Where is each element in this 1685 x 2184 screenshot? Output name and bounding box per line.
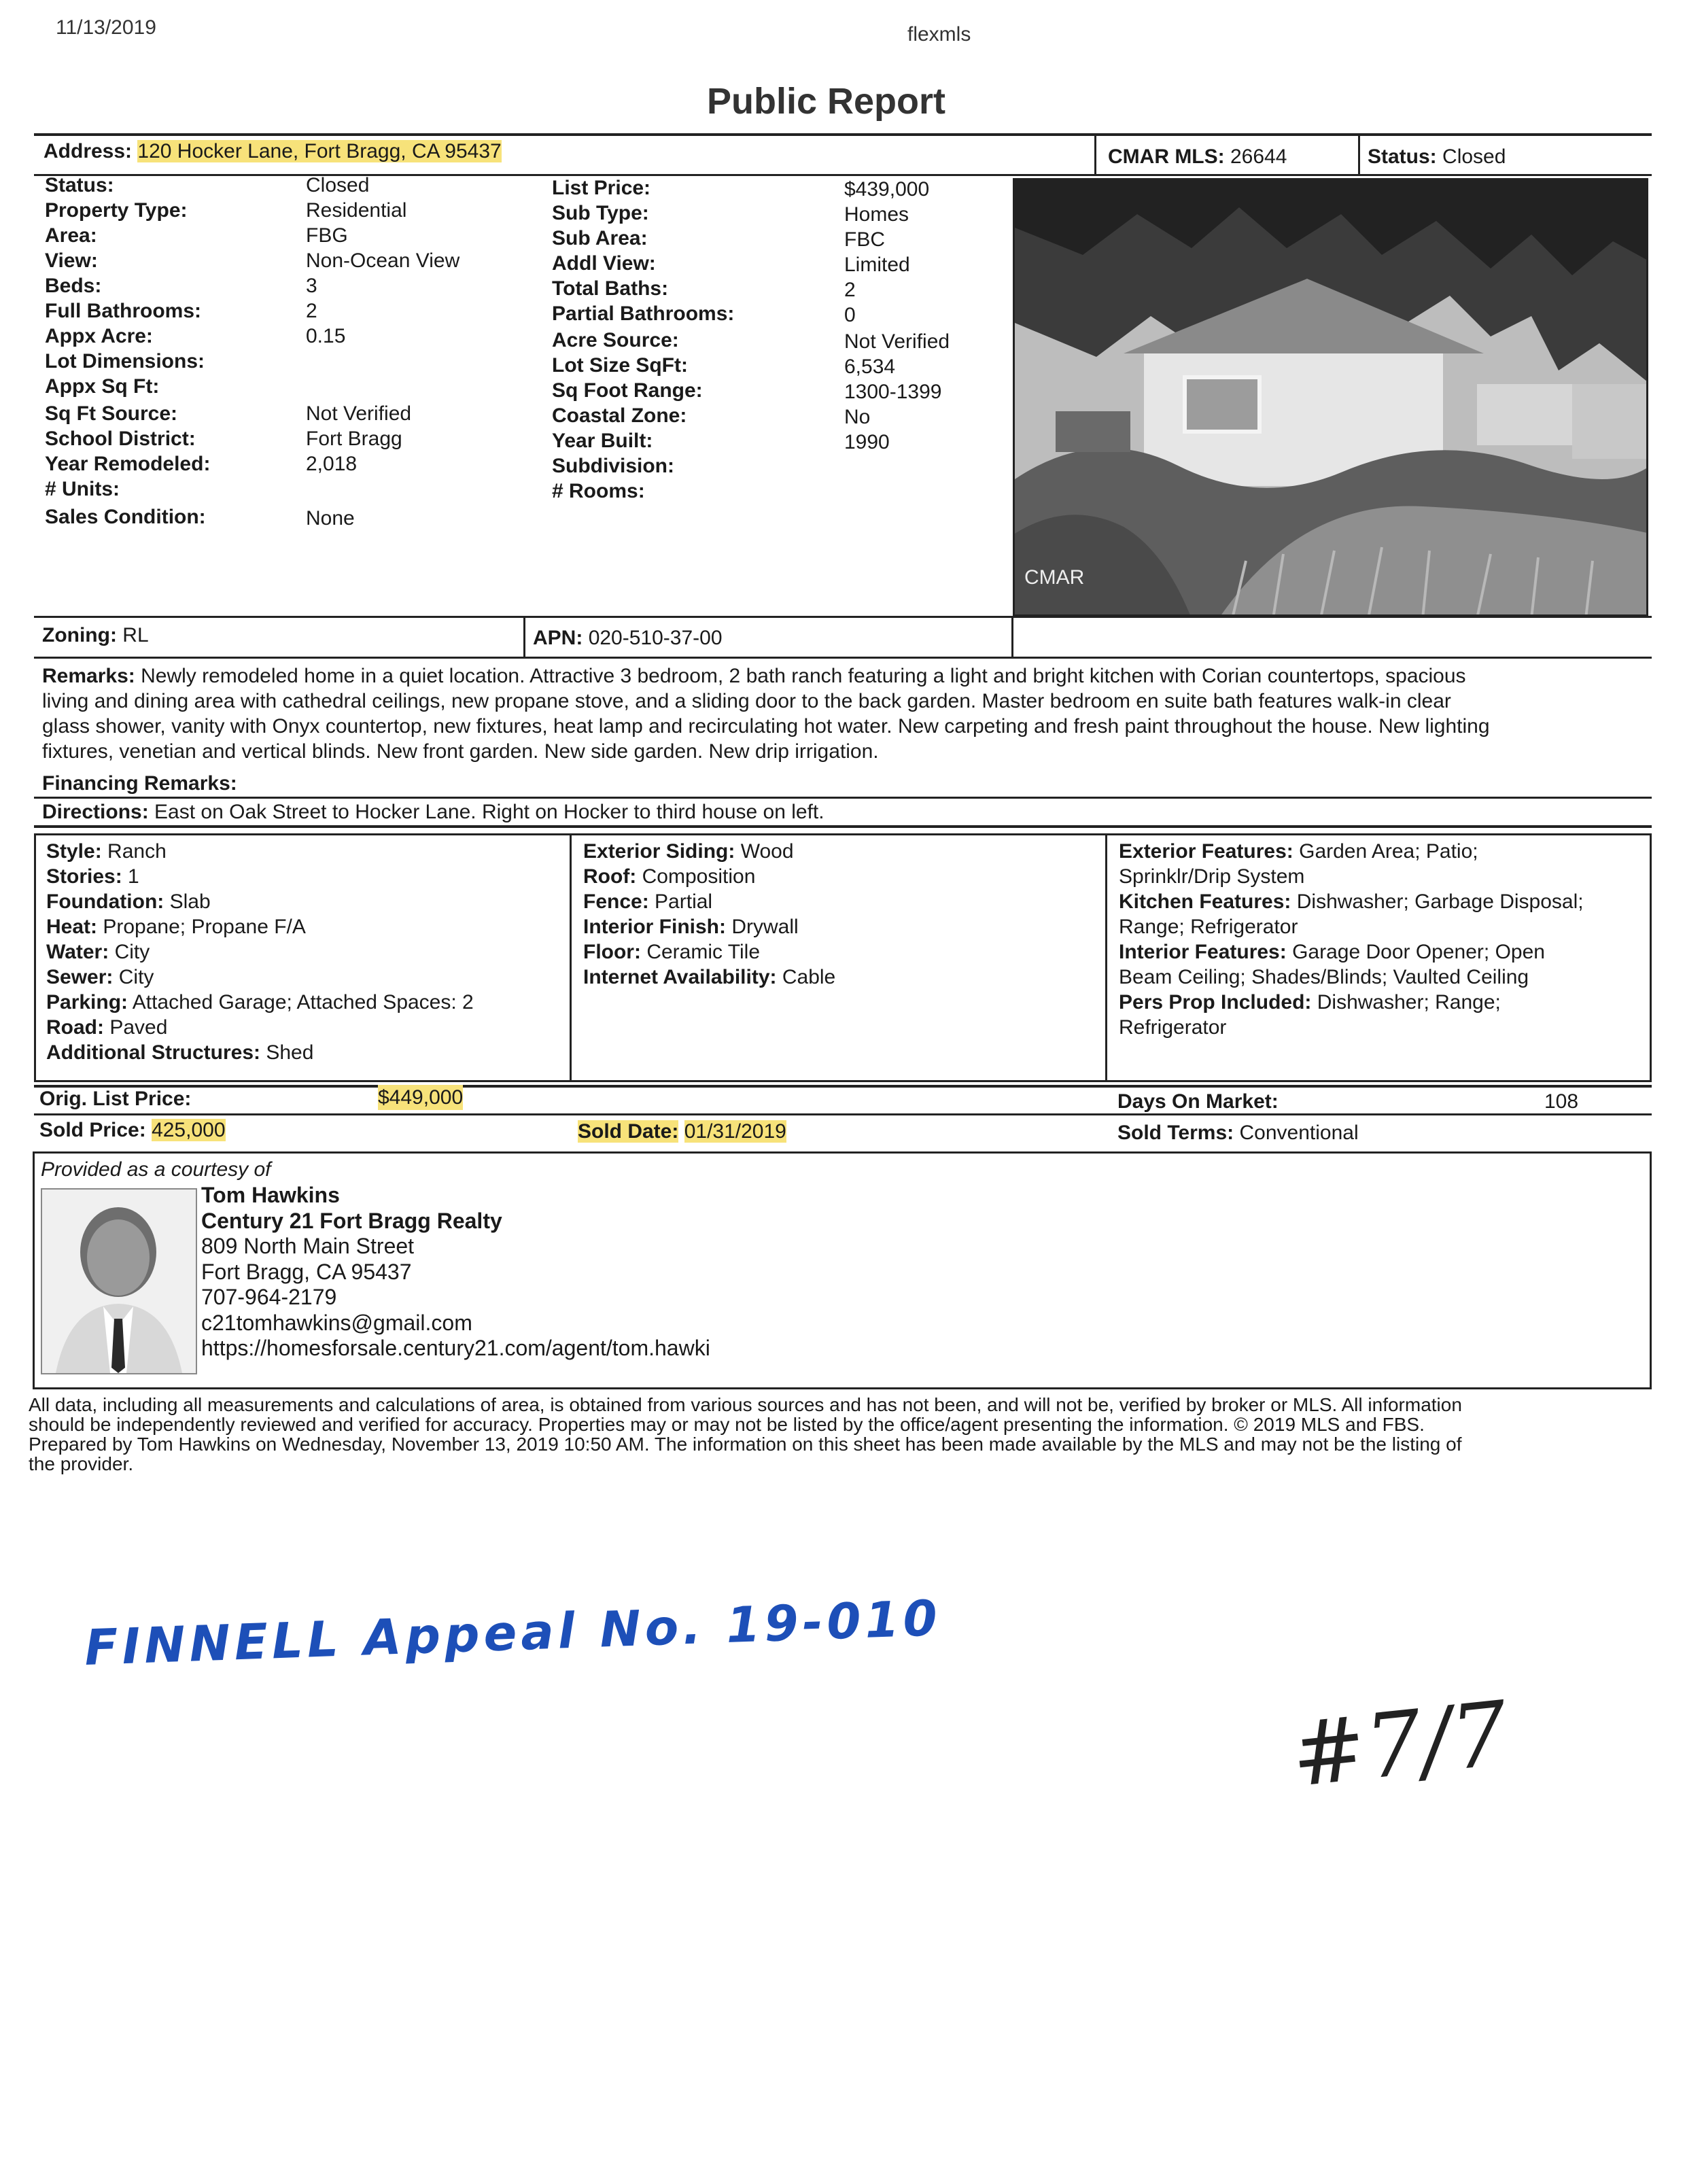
field-value: Homes bbox=[844, 203, 909, 226]
disclaimer-line: All data, including all measurements and calculations of area, is obtained from various sources and has not been, and will not be, verified by broker or MLS. All information bbox=[29, 1394, 1462, 1415]
sold-date-value: 01/31/2019 bbox=[684, 1120, 786, 1143]
directions-label: Directions: bbox=[42, 801, 149, 823]
feature-value: Propane; Propane F/A bbox=[103, 916, 306, 938]
feature-label: Heat: bbox=[46, 916, 98, 938]
field-value: 2,018 bbox=[306, 453, 358, 475]
divider bbox=[34, 657, 1652, 659]
feature-value: Paved bbox=[109, 1016, 168, 1039]
agent-city: Fort Bragg, CA 95437 bbox=[201, 1259, 412, 1284]
feature-label: Style: bbox=[46, 840, 102, 863]
feature-item bbox=[583, 864, 835, 889]
feature-item-cont: Range; Refrigerator bbox=[1119, 916, 1298, 938]
photo-watermark: CMAR bbox=[1024, 566, 1085, 589]
field-value: Limited bbox=[844, 254, 910, 276]
feature-item bbox=[1119, 889, 1649, 914]
divider bbox=[34, 133, 1652, 136]
feature-item bbox=[46, 965, 474, 990]
field-value: FBG bbox=[306, 224, 348, 247]
divider bbox=[34, 797, 1652, 799]
remarks-line: glass shower, vanity with Onyx countertop, new fixtures, heat lamp and recirculating hot water. New carpeting and fresh paint throughout the house. New lighting bbox=[42, 715, 1490, 738]
divider bbox=[1105, 833, 1107, 1082]
disclaimer-line: should be independently reviewed and verified for accuracy. Properties may or may not be listed by the office/agent presenting the information. © 2019 MLS and FBS. bbox=[29, 1414, 1425, 1435]
feature-value: Drywall bbox=[731, 916, 799, 938]
house-photo-illustration bbox=[1015, 180, 1648, 617]
field-value: 1990 bbox=[844, 431, 890, 453]
agent-street: 809 North Main Street bbox=[201, 1234, 415, 1258]
feature-label: Internet Availability: bbox=[583, 966, 777, 988]
zoning-field bbox=[42, 623, 149, 648]
features-column-2 bbox=[583, 839, 835, 990]
mls-value: 26644 bbox=[1230, 145, 1287, 168]
agent-name: Tom Hawkins bbox=[201, 1183, 340, 1207]
disclaimer bbox=[29, 1395, 1660, 1474]
address-value: 120 Hocker Lane, Fort Bragg, CA 95437 bbox=[137, 140, 502, 162]
field-label: Year Remodeled: bbox=[45, 453, 211, 475]
feature-value: Dishwasher; Garbage Disposal; bbox=[1296, 890, 1584, 913]
page-title: Public Report bbox=[707, 81, 946, 122]
remarks-text: Newly remodeled home in a quiet location. Attractive 3 bedroom, 2 bath ranch featuring a light and bright kitchen with Corian countertops, spacious bbox=[141, 665, 1466, 687]
field-value: $439,000 bbox=[844, 178, 930, 201]
mls-number bbox=[1108, 144, 1287, 169]
feature-label: Exterior Siding: bbox=[583, 840, 735, 863]
zoning-value: RL bbox=[122, 624, 149, 646]
field-label: Partial Bathrooms: bbox=[552, 302, 735, 325]
field-label: # Units: bbox=[45, 478, 120, 500]
status-label: Status: bbox=[1368, 145, 1437, 168]
divider bbox=[34, 616, 1652, 618]
feature-value: Composition bbox=[642, 865, 756, 888]
feature-value: Slab bbox=[169, 890, 211, 913]
courtesy-label: Provided as a courtesy of bbox=[41, 1158, 271, 1181]
brand-name: flexmls bbox=[907, 23, 971, 46]
apn-field bbox=[533, 625, 723, 651]
feature-label: Interior Features: bbox=[1119, 941, 1287, 963]
feature-label: Floor: bbox=[583, 941, 641, 963]
agent-url[interactable]: https://homesforsale.century21.com/agent/tom.hawki bbox=[201, 1336, 710, 1360]
feature-label: Road: bbox=[46, 1016, 104, 1039]
divider bbox=[570, 833, 572, 1082]
agent-phone: 707-964-2179 bbox=[201, 1285, 337, 1309]
feature-item bbox=[583, 965, 835, 990]
field-label: Status: bbox=[45, 174, 114, 196]
remarks-block bbox=[42, 663, 1660, 764]
field-value: 6,534 bbox=[844, 356, 896, 378]
field-value: 2 bbox=[306, 300, 317, 322]
feature-value: Partial bbox=[655, 890, 713, 913]
remarks-line bbox=[42, 663, 1660, 689]
feature-label: Kitchen Features: bbox=[1119, 890, 1291, 913]
sold-price-field bbox=[39, 1117, 226, 1143]
field-value: None bbox=[306, 507, 355, 530]
agent-email[interactable]: c21tomhawkins@gmail.com bbox=[201, 1310, 472, 1335]
feature-item bbox=[1119, 939, 1649, 965]
sold-terms-label: Sold Terms: bbox=[1117, 1122, 1234, 1144]
status-value: Closed bbox=[1442, 145, 1506, 168]
remarks-label: Remarks: bbox=[42, 665, 135, 687]
field-label: Sq Ft Source: bbox=[45, 402, 178, 425]
feature-item bbox=[46, 1040, 474, 1065]
field-label: Total Baths: bbox=[552, 277, 669, 300]
field-label: Sq Foot Range: bbox=[552, 379, 703, 402]
feature-label: Sewer: bbox=[46, 966, 114, 988]
disclaimer-line: Prepared by Tom Hawkins on Wednesday, November 13, 2019 10:50 AM. The information on this sheet has been made available by the MLS and may not be the listing of bbox=[29, 1434, 1462, 1455]
features-column-1 bbox=[46, 839, 474, 1065]
mls-label: CMAR MLS: bbox=[1108, 145, 1225, 168]
agent-photo bbox=[41, 1188, 197, 1374]
handwritten-exhibit-number: #7/7 bbox=[1286, 1681, 1513, 1807]
feature-value: City bbox=[114, 941, 150, 963]
feature-item bbox=[1119, 839, 1649, 864]
feature-item-cont: Refrigerator bbox=[1119, 1016, 1227, 1039]
agent-office: Century 21 Fort Bragg Realty bbox=[201, 1208, 502, 1233]
sold-terms-value: Conventional bbox=[1239, 1122, 1359, 1144]
field-value: Closed bbox=[306, 174, 370, 196]
field-value: Fort Bragg bbox=[306, 428, 402, 450]
directions-value: East on Oak Street to Hocker Lane. Right on Hocker to third house on left. bbox=[154, 801, 824, 823]
feature-label: Parking: bbox=[46, 991, 128, 1013]
sold-date-field bbox=[578, 1119, 786, 1144]
feature-label: Exterior Features: bbox=[1119, 840, 1293, 863]
divider bbox=[34, 1085, 1652, 1088]
financing-remarks-label: Financing Remarks: bbox=[42, 772, 237, 795]
feature-label: Fence: bbox=[583, 890, 649, 913]
feature-label: Additional Structures: bbox=[46, 1041, 261, 1064]
divider bbox=[34, 1113, 1652, 1115]
field-label: Beds: bbox=[45, 275, 102, 297]
apn-label: APN: bbox=[533, 627, 583, 649]
feature-value: Ranch bbox=[107, 840, 167, 863]
feature-label: Foundation: bbox=[46, 890, 164, 913]
feature-item bbox=[46, 939, 474, 965]
field-label: # Rooms: bbox=[552, 480, 645, 502]
field-value: 1300-1399 bbox=[844, 381, 942, 403]
divider bbox=[34, 174, 1652, 176]
feature-value: Ceramic Tile bbox=[646, 941, 761, 963]
feature-value: Dishwasher; Range; bbox=[1317, 991, 1501, 1013]
field-label: Addl View: bbox=[552, 252, 656, 275]
feature-item-cont: Beam Ceiling; Shades/Blinds; Vaulted Ceiling bbox=[1119, 966, 1529, 988]
field-label: Lot Dimensions: bbox=[45, 350, 205, 372]
feature-label: Water: bbox=[46, 941, 109, 963]
field-label: Coastal Zone: bbox=[552, 404, 687, 427]
field-label: List Price: bbox=[552, 177, 651, 199]
print-date: 11/13/2019 bbox=[56, 16, 156, 39]
address-label: Address: bbox=[44, 140, 133, 162]
field-label: Area: bbox=[45, 224, 97, 247]
field-value: Non-Ocean View bbox=[306, 249, 460, 272]
feature-item bbox=[583, 939, 835, 965]
field-value: Not Verified bbox=[844, 330, 950, 353]
field-value: 0.15 bbox=[306, 325, 346, 347]
divider bbox=[1011, 616, 1013, 657]
agent-portrait bbox=[42, 1190, 196, 1373]
field-value: FBC bbox=[844, 228, 885, 251]
address-row bbox=[44, 139, 502, 164]
feature-value: Cable bbox=[782, 966, 836, 988]
orig-list-price-label: Orig. List Price: bbox=[39, 1088, 192, 1110]
field-label: School District: bbox=[45, 428, 196, 450]
sold-price-label: Sold Price: bbox=[39, 1119, 146, 1141]
feature-value: Garage Door Opener; Open bbox=[1292, 941, 1545, 963]
features-column-3 bbox=[1119, 839, 1649, 1040]
feature-value: City bbox=[118, 966, 154, 988]
field-value: 3 bbox=[306, 275, 317, 297]
feature-value: Attached Garage; Attached Spaces: 2 bbox=[132, 991, 474, 1013]
field-value: No bbox=[844, 406, 871, 428]
feature-item bbox=[46, 864, 474, 889]
feature-item bbox=[583, 889, 835, 914]
sold-price-value: 425,000 bbox=[152, 1119, 226, 1141]
orig-list-price-value: $449,000 bbox=[378, 1086, 464, 1109]
feature-item bbox=[46, 914, 474, 939]
feature-item bbox=[46, 839, 474, 864]
field-label: Full Bathrooms: bbox=[45, 300, 201, 322]
field-label: View: bbox=[45, 249, 98, 272]
feature-item-cont: Sprinklr/Drip System bbox=[1119, 865, 1305, 888]
feature-value: Shed bbox=[266, 1041, 314, 1064]
feature-item bbox=[46, 990, 474, 1015]
property-photo bbox=[1013, 178, 1648, 617]
field-value: Residential bbox=[306, 199, 407, 222]
agent-details bbox=[201, 1183, 710, 1362]
sold-terms-field bbox=[1117, 1120, 1359, 1145]
remarks-line: fixtures, venetian and vertical blinds. New front garden. New side garden. New drip irrigation. bbox=[42, 740, 879, 763]
feature-item bbox=[583, 914, 835, 939]
field-label: Sub Area: bbox=[552, 227, 648, 249]
field-label: Subdivision: bbox=[552, 455, 674, 477]
zoning-label: Zoning: bbox=[42, 624, 117, 646]
apn-value: 020-510-37-00 bbox=[588, 627, 723, 649]
divider bbox=[1358, 135, 1360, 174]
feature-value: Garden Area; Patio; bbox=[1299, 840, 1478, 863]
handwritten-appeal-note: FINNELL Appeal No. 19-010 bbox=[83, 1589, 943, 1676]
field-value: 2 bbox=[844, 279, 856, 301]
feature-label: Interior Finish: bbox=[583, 916, 726, 938]
directions-field bbox=[42, 799, 824, 825]
field-label: Property Type: bbox=[45, 199, 188, 222]
field-label: Appx Acre: bbox=[45, 325, 153, 347]
field-label: Acre Source: bbox=[552, 329, 679, 351]
divider bbox=[1094, 135, 1096, 174]
feature-item bbox=[46, 889, 474, 914]
feature-value: Wood bbox=[740, 840, 794, 863]
feature-item bbox=[46, 1015, 474, 1040]
feature-label: Stories: bbox=[46, 865, 122, 888]
feature-label: Roof: bbox=[583, 865, 637, 888]
field-label: Lot Size SqFt: bbox=[552, 354, 688, 377]
field-label: Sub Type: bbox=[552, 202, 649, 224]
feature-label: Pers Prop Included: bbox=[1119, 991, 1312, 1013]
remarks-line: living and dining area with cathedral ceilings, new propane stove, and a sliding door to the back garden. Master bedroom en suite bath features walk-in clear bbox=[42, 690, 1451, 712]
sold-date-label: Sold Date: bbox=[578, 1120, 679, 1143]
divider bbox=[523, 616, 525, 657]
field-label: Appx Sq Ft: bbox=[45, 375, 160, 398]
field-label: Sales Condition: bbox=[45, 506, 206, 528]
days-on-market-value: 108 bbox=[1544, 1090, 1579, 1113]
feature-value: 1 bbox=[128, 865, 139, 888]
field-label: Year Built: bbox=[552, 430, 653, 452]
feature-item bbox=[1119, 990, 1649, 1015]
field-value: Not Verified bbox=[306, 402, 412, 425]
field-value: 0 bbox=[844, 304, 856, 326]
days-on-market-label: Days On Market: bbox=[1117, 1090, 1279, 1113]
status-field bbox=[1368, 144, 1506, 169]
disclaimer-line: the provider. bbox=[29, 1453, 134, 1474]
divider bbox=[34, 825, 1652, 828]
feature-item bbox=[583, 839, 835, 864]
